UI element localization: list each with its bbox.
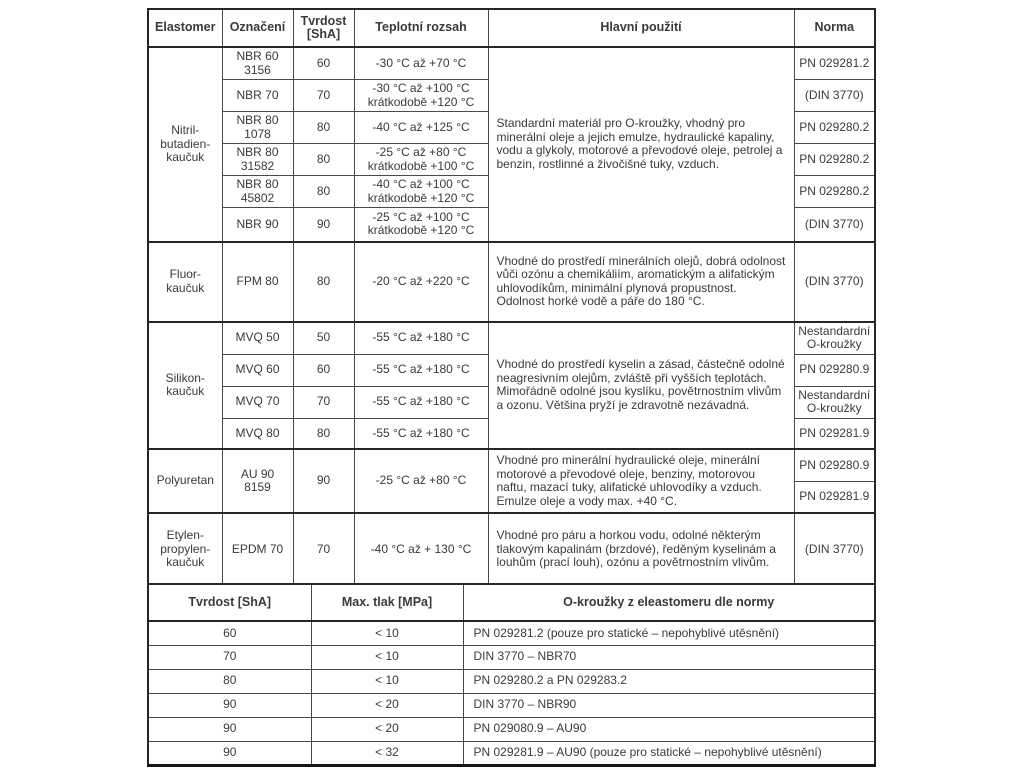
cell-temperature: -25 °C až +100 °C krátkodobě +120 °C	[354, 208, 488, 242]
cell-norm: PN 029281.9	[794, 481, 875, 513]
cell-usage: Vhodné pro páru a horkou vodu, odolné některým tlakovým kapalinám (brzdové), ředěným kyselinám a louhům (prací louh), ozónu a povětrnostním vlivům.	[488, 513, 794, 586]
header-row	[148, 9, 875, 47]
col-header-norm: Norma	[794, 9, 875, 47]
cell-designation: MVQ 50	[222, 322, 293, 355]
cell-hardness: 90	[293, 449, 354, 513]
cell-norm-desc: PN 029281.9 – AU90 (pouze pro statické – nepohyblivé utěsnění)	[463, 741, 875, 765]
cell-hardness: 60	[293, 354, 354, 386]
cell-norm: PN 029280.9	[794, 354, 875, 386]
col-header-max-pressure: Max. tlak [MPa]	[311, 584, 463, 621]
cell-temperature: -20 °C až +220 °C	[354, 242, 488, 322]
cell-norm-desc: DIN 3770 – NBR90	[463, 693, 875, 717]
cell-hardness: 60	[148, 621, 311, 645]
cell-temperature: -25 °C až +80 °C krátkodobě +100 °C	[354, 144, 488, 176]
cell-temperature: -55 °C až +180 °C	[354, 322, 488, 355]
cell-usage: Vhodné do prostředí minerálních olejů, dobrá odolnost vůči ozónu a chemikáliím, aromatickým a alifatickým uhlovodíkům, minimální plynová propustnost. Odolnost horké vodě a páře do 180 °C.	[488, 242, 794, 322]
cell-max-pressure: < 10	[311, 669, 463, 693]
cell-designation: MVQ 70	[222, 386, 293, 418]
cell-temperature: -25 °C až +80 °C	[354, 449, 488, 513]
cell-norm: PN 029280.2	[794, 112, 875, 144]
cell-hardness: 70	[148, 645, 311, 669]
cell-elastomer: Etylen- propylen- kaučuk	[148, 513, 222, 586]
cell-hardness: 70	[293, 386, 354, 418]
cell-hardness: 80	[293, 418, 354, 449]
col-header-hardness: Tvrdost [ShA]	[148, 584, 311, 621]
table-row	[148, 621, 875, 645]
cell-max-pressure: < 32	[311, 741, 463, 765]
cell-hardness: 80	[293, 176, 354, 208]
col-header-elastomer: Elastomer	[148, 9, 222, 47]
cell-max-pressure: < 10	[311, 645, 463, 669]
cell-temperature: -40 °C až + 130 °C	[354, 513, 488, 586]
table-row	[148, 242, 875, 322]
cell-elastomer: Nitril- butadien- kaučuk	[148, 47, 222, 242]
cell-hardness: 80	[293, 242, 354, 322]
table-row	[148, 47, 875, 80]
cell-norm-desc: PN 029080.9 – AU90	[463, 717, 875, 741]
cell-norm: PN 029280.9	[794, 449, 875, 481]
table-row	[148, 669, 875, 693]
table-row	[148, 449, 875, 481]
cell-temperature: -40 °C až +125 °C	[354, 112, 488, 144]
cell-norm: (DIN 3770)	[794, 513, 875, 586]
cell-norm: PN 029281.2	[794, 47, 875, 80]
cell-designation: NBR 70	[222, 80, 293, 112]
cell-designation: NBR 80 31582	[222, 144, 293, 176]
cell-norm-desc: PN 029281.2 (pouze pro statické – nepohyblivé utěsnění)	[463, 621, 875, 645]
cell-hardness: 90	[148, 693, 311, 717]
header-row	[148, 584, 875, 621]
cell-max-pressure: < 20	[311, 717, 463, 741]
cell-hardness: 90	[148, 717, 311, 741]
table-row	[148, 513, 875, 586]
table-row	[148, 693, 875, 717]
pressure-table	[147, 583, 876, 767]
cell-hardness: 80	[293, 112, 354, 144]
cell-norm: Nestandardní O-kroužky	[794, 386, 875, 418]
cell-norm-desc: PN 029280.2 a PN 029283.2	[463, 669, 875, 693]
cell-designation: FPM 80	[222, 242, 293, 322]
cell-norm: PN 029281.9	[794, 418, 875, 449]
cell-designation: MVQ 60	[222, 354, 293, 386]
cell-norm: (DIN 3770)	[794, 80, 875, 112]
cell-temperature: -55 °C až +180 °C	[354, 418, 488, 449]
cell-hardness: 80	[293, 144, 354, 176]
col-header-oring-norms: O-kroužky z eleastomeru dle normy	[463, 584, 875, 621]
cell-temperature: -30 °C až +70 °C	[354, 47, 488, 80]
cell-hardness: 90	[293, 208, 354, 242]
col-header-temperature: Teplotní rozsah	[354, 9, 488, 47]
cell-designation: NBR 80 45802	[222, 176, 293, 208]
table-row	[148, 717, 875, 741]
cell-elastomer: Silikon- kaučuk	[148, 322, 222, 450]
cell-usage: Vhodné do prostředí kyselin a zásad, částečně odolné neagresivním olejům, zvláště při vyšších teplotách. Mimořádně odolné jsou kyslíku, povětrnostním vlivům a ozonu. Většina pryží je zdravotně nezávadná.	[488, 322, 794, 450]
cell-designation: EPDM 70	[222, 513, 293, 586]
table-row	[148, 741, 875, 765]
cell-norm: Nestandardní O-kroužky	[794, 322, 875, 355]
cell-norm: (DIN 3770)	[794, 208, 875, 242]
cell-hardness: 60	[293, 47, 354, 80]
cell-norm: PN 029280.2	[794, 176, 875, 208]
cell-designation: AU 90 8159	[222, 449, 293, 513]
cell-temperature: -40 °C až +100 °C krátkodobě +120 °C	[354, 176, 488, 208]
cell-hardness: 70	[293, 80, 354, 112]
cell-hardness: 70	[293, 513, 354, 586]
cell-designation: NBR 80 1078	[222, 112, 293, 144]
col-header-usage: Hlavní použití	[488, 9, 794, 47]
cell-usage: Vhodné pro minerální hydraulické oleje, minerální motorové a převodové oleje, benziny, motorovou naftu, mazací tuky, alifatické uhlovodíky a vzduch. Emulze oleje a vody max. +40 °C.	[488, 449, 794, 513]
cell-designation: NBR 60 3156	[222, 47, 293, 80]
cell-hardness: 50	[293, 322, 354, 355]
table-row	[148, 322, 875, 355]
cell-norm-desc: DIN 3770 – NBR70	[463, 645, 875, 669]
cell-designation: MVQ 80	[222, 418, 293, 449]
col-header-hardness: Tvrdost [ShA]	[293, 9, 354, 47]
elastomer-table	[147, 8, 876, 587]
cell-norm: (DIN 3770)	[794, 242, 875, 322]
cell-elastomer: Polyuretan	[148, 449, 222, 513]
cell-usage: Standardní materiál pro O-kroužky, vhodný pro minerální oleje a jejich emulze, hydraulické kapaliny, vodu a glykoly, motorové a převodové oleje, petrolej a benzin, rostlinné a živočišné tuky, vzduch.	[488, 47, 794, 242]
col-header-designation: Označení	[222, 9, 293, 47]
cell-max-pressure: < 20	[311, 693, 463, 717]
cell-temperature: -55 °C až +180 °C	[354, 386, 488, 418]
cell-hardness: 80	[148, 669, 311, 693]
cell-hardness: 90	[148, 741, 311, 765]
cell-temperature: -55 °C až +180 °C	[354, 354, 488, 386]
cell-max-pressure: < 10	[311, 621, 463, 645]
table-row	[148, 645, 875, 669]
cell-temperature: -30 °C až +100 °C krátkodobě +120 °C	[354, 80, 488, 112]
cell-elastomer: Fluor- kaučuk	[148, 242, 222, 322]
cell-norm: PN 029280.2	[794, 144, 875, 176]
cell-designation: NBR 90	[222, 208, 293, 242]
